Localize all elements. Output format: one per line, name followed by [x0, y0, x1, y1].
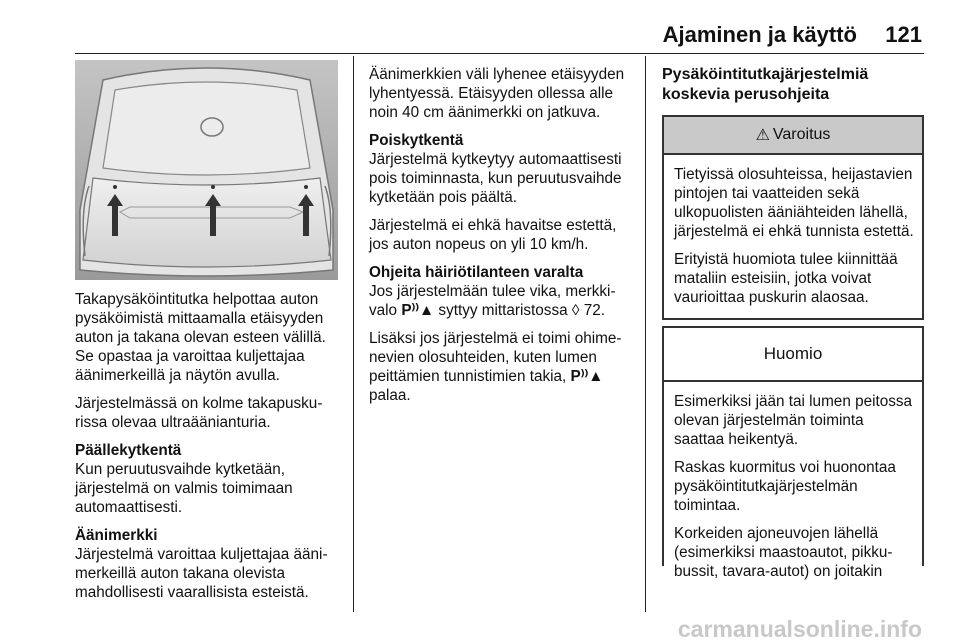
- parking-sensor-warning-icon-2: P⁾⁾▲: [570, 368, 604, 385]
- sound-heading: Äänimerkki: [75, 527, 158, 544]
- sound-continuation-paragraph: Äänimerkkien väli lyhenee etäisyyden lyhentyessä. Etäisyyden ollessa alle noin 40 cm äänimerkki on jatkuva.: [369, 66, 625, 121]
- warning-title: Varoitus: [772, 126, 831, 143]
- fault-text-3: Lisäksi jos järjestelmä ei toimi ohimenevien olosuhteiden, kuten lumen peittämien tunnistimien takia,: [369, 330, 622, 385]
- note-box: [662, 326, 924, 580]
- parking-sensor-warning-icon: P⁾⁾▲: [401, 302, 435, 319]
- warning-icon: ⚠: [755, 127, 770, 144]
- speed-paragraph: Järjestelmä ei ehkä havaitse estettä, jos auton nopeus on yli 10 km/h.: [369, 217, 617, 253]
- note-paragraph-1: Esimerkiksi jään tai lumen peitossa olevan järjestelmän toiminta saattaa heikentyä.: [674, 393, 913, 448]
- warning-paragraph-1: Tietyissä olosuhteissa, heijastavien pintojen tai vaatteiden sekä ulkopuolisten ääniähteiden lähellä, järjestelmä ei ehkä tunnista estettä.: [674, 166, 914, 240]
- column-3: [662, 65, 924, 105]
- watermark: carmanualsonline.info: [677, 616, 922, 642]
- column-divider-2: [645, 56, 646, 612]
- page-number: 121: [885, 22, 922, 47]
- guidelines-heading: Pysäköintitutkajärjestelmiä koskevia perusohjeita: [662, 66, 869, 103]
- deactivation-heading: Poiskytkentä: [369, 132, 464, 149]
- intro-paragraph: Takapysäköintitutka helpottaa auton pysäköimistä mittaamalla etäisyyden auton ja takana olevan esteen välillä. Se opastaa ja varoittaa kuljettajaa äänimerkeillä ja näytön avulla.: [75, 291, 326, 384]
- sensors-paragraph: Järjestelmässä on kolme takapuskurissa olevaa ultraäänianturia.: [75, 395, 323, 431]
- fault-paragraph-2: [369, 329, 637, 405]
- fault-paragraph-1: [369, 282, 637, 320]
- activation-heading: Päällekytkentä: [75, 442, 182, 459]
- column-2: [369, 65, 637, 414]
- activation-paragraph: Kun peruutusvaihde kytketään, järjestelmä on valmis toimimaan automaattisesti.: [75, 461, 293, 516]
- note-box-body: [664, 382, 922, 581]
- page-title: Ajaminen ja käyttö: [662, 22, 857, 47]
- note-box-header: [664, 328, 922, 382]
- fault-text-2: syttyy mittaristossa: [438, 302, 568, 319]
- column-divider-1: [353, 56, 354, 612]
- header-rule: [75, 53, 924, 54]
- note-title: Huomio: [763, 344, 823, 363]
- fault-heading: Ohjeita häiriötilanteen varalta: [369, 264, 584, 281]
- warning-box-header: [664, 117, 922, 155]
- deactivation-paragraph: Järjestelmä kytkeytyy automaattisesti pois toiminnasta, kun peruutusvaihde kytketään pois päältä.: [369, 151, 622, 206]
- note-paragraph-3: Korkeiden ajoneuvojen lähellä (esimerkiksi maastoautot, pikkubussit, tavara-autot) on joitakin: [674, 525, 893, 580]
- page-reference-icon: ◊: [571, 302, 580, 319]
- column-1: [75, 290, 345, 611]
- warning-box: [662, 115, 924, 320]
- note-paragraph-2: Raskas kuormitus voi huonontaa pysäköintitutkajärjestelmän toimintaa.: [674, 459, 896, 514]
- warning-box-body: [664, 155, 922, 307]
- page-reference-link[interactable]: 72.: [583, 302, 605, 319]
- fault-text-1: Jos järjestelmään tulee vika, merkkivalo: [369, 283, 616, 319]
- fault-text-4: palaa.: [369, 387, 411, 404]
- warning-paragraph-2: Erityistä huomiota tulee kiinnittää mataliin esteisiin, jotka voivat vaurioittaa puskurin alaosaa.: [674, 251, 898, 306]
- car-rear-sensors-illustration: [75, 60, 338, 280]
- sound-paragraph: Järjestelmä varoittaa kuljettajaa äänimerkeillä auton takana olevista mahdollisesti vaarallisista esteistä.: [75, 546, 328, 601]
- page-header: [0, 0, 960, 60]
